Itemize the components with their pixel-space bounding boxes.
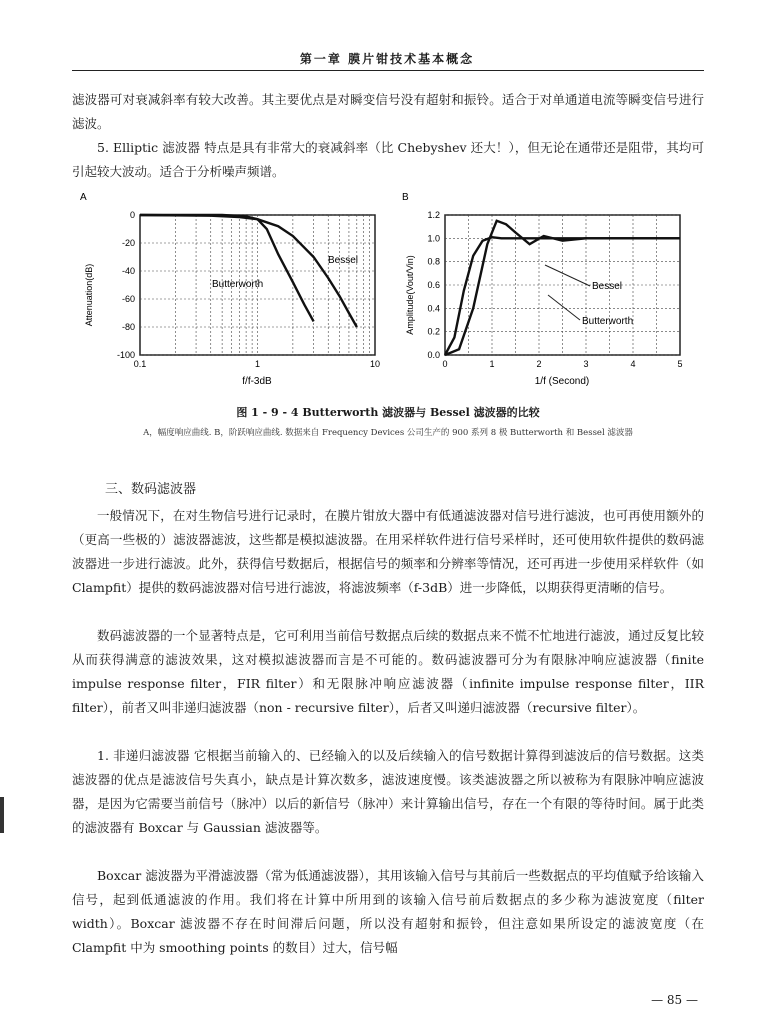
panel-b-grid <box>445 215 680 355</box>
y-tick-label: 1.0 <box>427 233 440 244</box>
y-tick-label: 0.8 <box>427 256 440 267</box>
arrow-butterworth <box>548 295 580 320</box>
x-tick-label: 0 <box>442 359 448 369</box>
panel-b-label: B <box>402 192 409 203</box>
x-tick-label: 10 <box>369 359 381 369</box>
y-tick-label: -20 <box>121 238 135 248</box>
series-label-bessel-a: Bessel <box>328 255 359 266</box>
x-tick-label: 1 <box>489 359 495 369</box>
paragraph: 1. 非递归滤波器 它根据当前输入的、已经输入的以及后续输入的信号数据计算得到滤波后的信号数据。这类滤波器的优点是滤波信号失真小，缺点是计算次数多，滤波速度慢。该类滤波器之所以被称为有限脉冲响应滤波器，是因为它需要当前信号（脉冲）以后的新信号（脉冲）来计算输出信号，存在一个有限的等待时间。属于此类的滤波器有 Boxcar 与 Gaussian 滤波器等。 <box>72 748 704 835</box>
series-label-bessel-b: Bessel <box>592 281 623 292</box>
panel-a-ylabel: Attenuation(dB) <box>84 263 94 327</box>
x-tick-label: 4 <box>630 359 636 369</box>
y-tick-label: -100 <box>116 350 135 360</box>
x-tick-label: 1 <box>254 359 261 369</box>
x-tick-label: 0.1 <box>133 359 147 369</box>
y-tick-label: 1.2 <box>427 210 440 220</box>
arrow-bessel <box>545 265 590 286</box>
section-title: 三、数码滤波器 <box>105 482 197 497</box>
figure-svg <box>80 190 700 390</box>
x-tick-label: 2 <box>536 359 542 369</box>
figure-note: A，幅度响应曲线. B，阶跃响应曲线. 数据来自 Frequency Devices 公司生产的 900 系列 8 极 Butterworth 和 Bessel 滤波器 <box>143 428 633 438</box>
paragraph: 滤波器可对衰减斜率有较大改善。其主要优点是对瞬变信号没有超射和振铃。适合于对单通道电流等瞬变信号进行滤波。 <box>72 92 704 131</box>
figure <box>80 190 700 394</box>
y-tick-label: 0.2 <box>427 326 440 337</box>
paragraph: 一般情况下，在对生物信号进行记录时，在膜片钳放大器中有低通滤波器对信号进行滤波，也可再使用额外的（更高一些极的）滤波器滤波，这些都是模拟滤波器。在用采样软件进行信号采样时，还可使用软件提供的数码滤波器进一步进行滤波。此外，获得信号数据后，根据信号的频率和分辨率等情况，还可再进一步使用采样软件（如 Clampfit）提供的数码滤波器对信号进行滤波，将滤波频率（f-3dB）进一步降低，以期获得更清晰的信号。 <box>72 508 704 595</box>
y-tick-label: 0.6 <box>427 280 440 290</box>
page-number: — 85 — <box>651 993 698 1007</box>
y-tick-label: 0.0 <box>427 350 440 360</box>
figure-caption: 图 1 - 9 - 4 Butterworth 滤波器与 Bessel 滤波器的比较 <box>236 406 540 419</box>
series-label-butterworth-a: Butterworth <box>212 279 264 290</box>
x-tick-label: 5 <box>677 359 683 369</box>
series-label-butterworth-b: Butterworth <box>582 316 634 327</box>
page-header: 第一章 膜片钳技术基本概念 <box>299 52 475 66</box>
y-tick-label: -40 <box>121 266 135 276</box>
paragraph: 5. Elliptic 滤波器 特点是具有非常大的衰减斜率（比 Chebyshev 还大！），但无论在通带还是阻带，其均可引起较大波动。适合于分析噪声频谱。 <box>72 140 704 179</box>
panel-a-xlabel: f/f-3dB <box>242 376 272 387</box>
paragraph: Boxcar 滤波器为平滑滤波器（常为低通滤波器），其用该输入信号与其前后一些数据点的平均值赋予给该输入信号，起到低通滤波的作用。我们将在计算中所用到的该输入信号前后数据点的多少称为滤波宽度（filter width）。Boxcar 滤波器不存在时间滞后问题，所以没有超射和振铃，但注意如果所设定的滤波宽度（在 Clampfit 中为 smoothing points 的数目）过大，信号幅 <box>72 868 704 955</box>
panel-a-label: A <box>80 192 87 203</box>
series-line-butterworth <box>140 215 314 321</box>
y-tick-label: 0.4 <box>427 303 440 314</box>
panel-b-plot <box>427 210 682 369</box>
panel-b-ylabel: Amplitude(Vout/Vin) <box>405 255 415 335</box>
y-tick-label: 0 <box>129 210 135 220</box>
y-tick-label: -60 <box>121 294 135 304</box>
panel-b-xlabel: 1/f (Second) <box>534 376 590 387</box>
x-tick-label: 3 <box>583 359 589 369</box>
header-rule <box>72 70 704 71</box>
paragraph: 数码滤波器的一个显著特点是，它可利用当前信号数据点后续的数据点来不慌不忙地进行滤波，通过反复比较从而获得满意的滤波效果，这对模拟滤波器而言是不可能的。数码滤波器可分为有限脉冲响应滤波器（finite impulse response filter，FIR filter）和无限脉冲响应滤波器（infinite impulse response filter，IIR filter），前者又叫非递归滤波器（non - recursive filter），后者又叫递归滤波器（recursive filter）。 <box>72 628 704 715</box>
margin-mark <box>0 797 4 833</box>
y-tick-label: -80 <box>121 322 135 332</box>
